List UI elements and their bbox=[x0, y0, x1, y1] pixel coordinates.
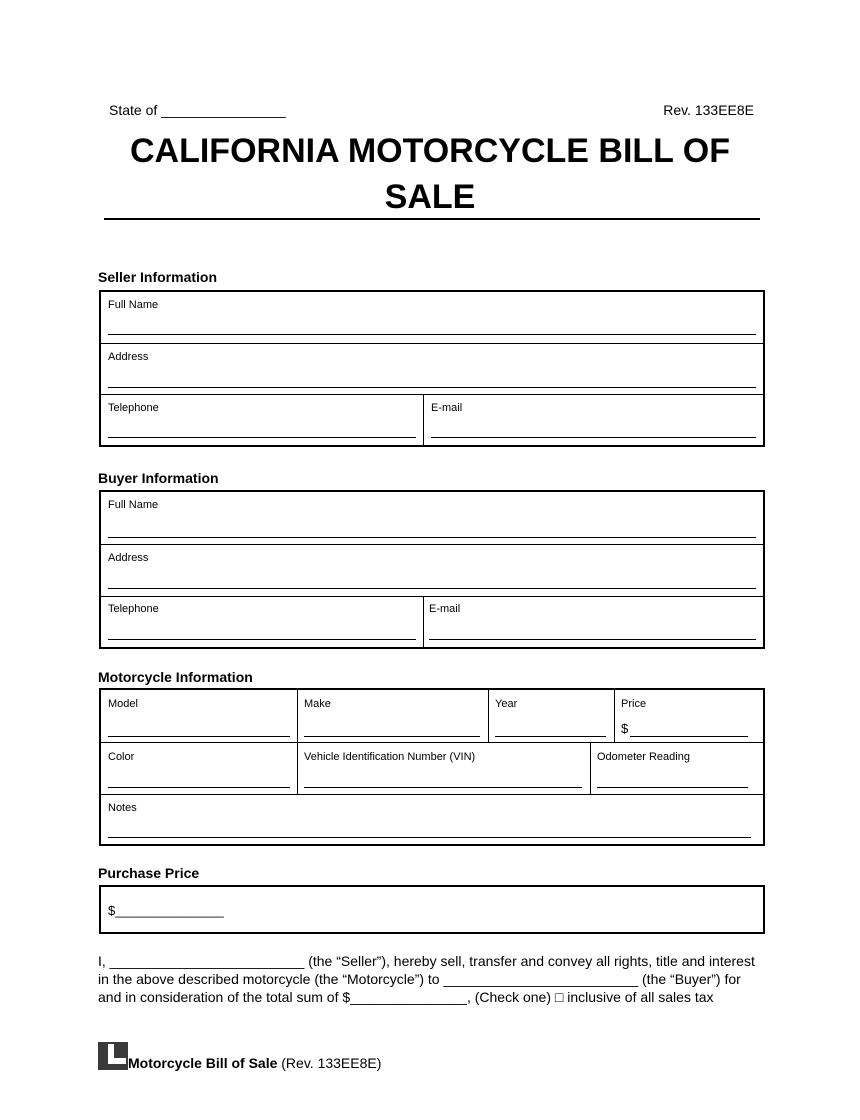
seller-telephone-field[interactable] bbox=[108, 437, 416, 438]
footer-doc-title: Motorcycle Bill of Sale bbox=[128, 1055, 278, 1071]
vin-label: Vehicle Identification Number (VIN) bbox=[304, 751, 476, 763]
row-divider bbox=[101, 596, 763, 597]
column-divider bbox=[297, 742, 298, 794]
column-divider bbox=[590, 742, 591, 794]
make-field[interactable] bbox=[304, 736, 480, 737]
sale-statement-line-3: and in consideration of the total sum of $_______________, (Check one) □ inclusive of all sales tax bbox=[98, 989, 714, 1005]
buyer-address-label: Address bbox=[108, 552, 149, 564]
title-divider bbox=[104, 218, 760, 220]
sale-statement-line-2: in the above described motorcycle (the “Motorcycle”) to _________________________ (the “Buyer”) for bbox=[98, 971, 741, 987]
model-label: Model bbox=[108, 698, 138, 710]
seller-info-table bbox=[99, 290, 765, 447]
seller-address-field[interactable] bbox=[108, 387, 756, 388]
odometer-label: Odometer Reading bbox=[597, 751, 690, 763]
column-divider bbox=[488, 690, 489, 742]
buyer-address-field[interactable] bbox=[108, 588, 756, 589]
vin-field[interactable] bbox=[304, 787, 582, 788]
buyer-telephone-field[interactable] bbox=[108, 639, 416, 640]
price-dollar-sign: $ bbox=[621, 721, 629, 736]
seller-telephone-label: Telephone bbox=[108, 402, 159, 414]
model-field[interactable] bbox=[108, 736, 290, 737]
buyer-info-table bbox=[99, 490, 765, 649]
year-field[interactable] bbox=[495, 736, 606, 737]
notes-label: Notes bbox=[108, 802, 137, 814]
column-divider bbox=[423, 596, 424, 647]
row-divider bbox=[101, 544, 763, 545]
title-line-2: SALE bbox=[384, 178, 476, 216]
seller-full-name-field[interactable] bbox=[108, 334, 756, 335]
footer-document-name bbox=[128, 1055, 381, 1071]
buyer-email-field[interactable] bbox=[429, 639, 756, 640]
notes-field[interactable] bbox=[108, 837, 751, 838]
motorcycle-section-heading: Motorcycle Information bbox=[98, 669, 253, 685]
column-divider bbox=[614, 690, 615, 742]
motorcycle-info-table bbox=[99, 688, 765, 846]
column-divider bbox=[423, 394, 424, 445]
document-title bbox=[0, 128, 860, 220]
row-divider bbox=[101, 794, 763, 795]
color-label: Color bbox=[108, 751, 135, 763]
seller-email-field[interactable] bbox=[431, 437, 756, 438]
row-divider bbox=[101, 742, 763, 743]
price-field[interactable] bbox=[630, 736, 748, 737]
year-label: Year bbox=[495, 698, 518, 710]
seller-full-name-label: Full Name bbox=[108, 299, 159, 311]
price-label: Price bbox=[621, 698, 647, 710]
brand-logo-icon bbox=[98, 1042, 128, 1070]
seller-email-label: E-mail bbox=[431, 402, 463, 414]
buyer-email-label: E-mail bbox=[429, 603, 461, 615]
seller-section-heading: Seller Information bbox=[98, 269, 218, 285]
row-divider bbox=[101, 343, 763, 344]
revision-number: Rev. 133EE8E bbox=[663, 102, 754, 118]
make-label: Make bbox=[304, 698, 331, 710]
buyer-full-name-field[interactable] bbox=[108, 537, 756, 538]
buyer-full-name-label: Full Name bbox=[108, 499, 159, 511]
purchase-price-heading: Purchase Price bbox=[98, 865, 200, 881]
buyer-telephone-label: Telephone bbox=[108, 603, 159, 615]
purchase-price-box bbox=[99, 885, 765, 934]
buyer-section-heading: Buyer Information bbox=[98, 470, 219, 486]
color-field[interactable] bbox=[108, 787, 290, 788]
seller-address-label: Address bbox=[108, 351, 149, 363]
purchase-price-field[interactable]: $_______________ bbox=[108, 903, 224, 918]
column-divider bbox=[297, 690, 298, 742]
sale-statement-line-1: I, _________________________ (the “Seller”), hereby sell, transfer and convey all rights, title and interest bbox=[98, 953, 755, 969]
row-divider bbox=[101, 394, 763, 395]
sale-statement-paragraph bbox=[98, 952, 778, 1006]
odometer-field[interactable] bbox=[597, 787, 748, 788]
state-of-field[interactable]: State of ________________ bbox=[109, 102, 286, 118]
footer-revision: (Rev. 133EE8E) bbox=[277, 1055, 382, 1071]
title-line-1: CALIFORNIA MOTORCYCLE BILL OF bbox=[129, 132, 730, 170]
